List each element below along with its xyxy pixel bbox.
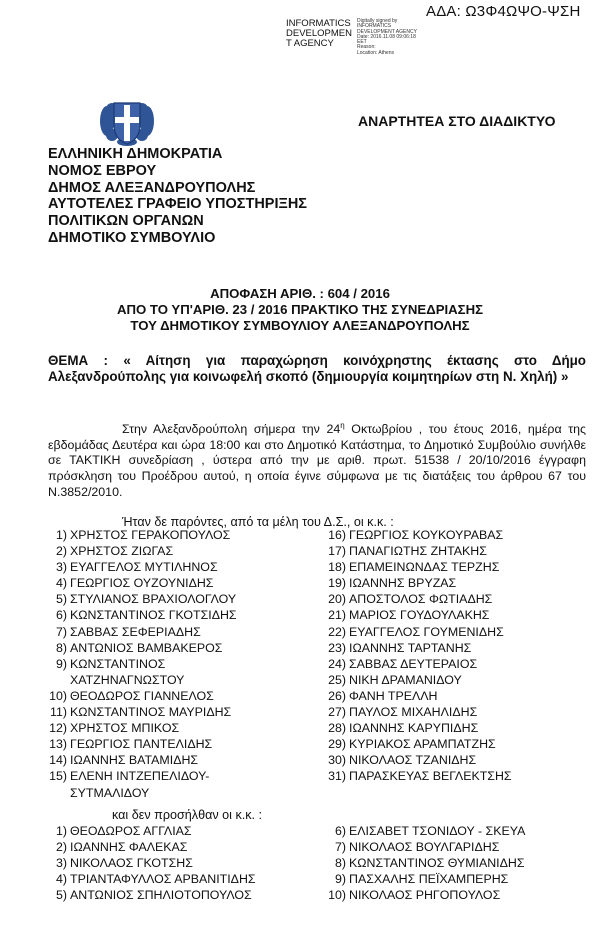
member-name: ΣΑΒΒΑΣ ΣΕΦΕΡΙΑΔΗΣ (70, 624, 201, 639)
member-name: ΙΩΑΝΝΗΣ ΒΑΤΑΜΙΔΗΣ (70, 753, 199, 768)
list-item (326, 855, 525, 871)
member-name: ΑΠΟΣΤΟΛΟΣ ΦΩΤΙΑΔΗΣ (349, 592, 493, 607)
item-number: 5) (55, 888, 67, 903)
member-name: ΓΕΩΡΓΙΟΣ ΠΑΝΤΕΛΙΔΗΣ (70, 737, 213, 752)
item-number: 9) (55, 656, 67, 671)
member-name: ΝΙΚΟΛΑΟΣ ΒΟΥΛΓΑΡΙΔΗΣ (349, 840, 500, 855)
item-number: 14) (49, 753, 67, 768)
item-number: 1) (55, 528, 67, 542)
member-name: ΕΥΑΓΓΕΛΟΣ ΜΥΤΙΛΗΝΟΣ (70, 560, 218, 575)
list-item (47, 688, 297, 704)
item-number: 25) (328, 672, 346, 687)
list-item (47, 656, 297, 672)
member-name: ΤΡΙΑΝΤΑΦΥΛΛΟΣ ΑΡΒΑΝΙΤΙΔΗΣ (70, 872, 256, 887)
item-number: 19) (328, 576, 346, 591)
item-number: 15) (49, 769, 67, 784)
member-name: ΑΝΤΩΝΙΟΣ ΒΑΜΒΑΚΕΡΟΣ (70, 640, 223, 655)
member-name: ΝΙΚΟΛΑΟΣ ΓΚΟΤΣΗΣ (70, 856, 193, 871)
item-number: 10) (49, 688, 67, 703)
header-line: ΑΥΤΟΤΕΛΕΣ ΓΡΑΦΕΙΟ ΥΠΟΣΤΗΡΙΞΗΣ (48, 196, 307, 213)
item-number (47, 785, 70, 801)
list-item (326, 591, 586, 607)
member-name: ΝΙΚΗ ΔΡΑΜΑΝΙΔΟΥ (349, 672, 462, 687)
meeting-body (48, 418, 586, 500)
list-item (326, 559, 586, 575)
member-name: ΙΩΑΝΝΗΣ ΒΡΥΖΑΣ (349, 576, 457, 591)
list-item (326, 823, 525, 839)
list-item (47, 839, 256, 855)
member-name: ΧΡΗΣΤΟΣ ΓΕΡΑΚΟΠΟΥΛΟΣ (70, 528, 231, 542)
list-item (47, 736, 297, 752)
signature-detail: Digitally signed by (357, 18, 398, 24)
list-item (326, 704, 586, 720)
item-number: 24) (328, 656, 346, 671)
member-name: ΕΥΑΓΓΕΛΟΣ ΓΟΥΜΕΝΙΔΗΣ (349, 624, 504, 639)
member-name: ΘΕΟΔΩΡΟΣ ΓΙΑΝΝΕΛΟΣ (70, 688, 214, 703)
header-line: ΠΟΛΙΤΙΚΩΝ ΟΡΓΑΝΩΝ (48, 213, 204, 230)
item-number: 12) (49, 721, 67, 736)
member-name: ΠΑΣΧΑΛΗΣ ΠΕΪΧΑΜΠΕΡΗΣ (349, 872, 509, 887)
list-item (47, 768, 297, 784)
item-number: 7) (55, 624, 67, 639)
council-name: ΤΟΥ ΔΗΜΟΤΙΚΟΥ ΣΥΜΒΟΥΛΙΟΥ ΑΛΕΞΑΝΔΡΟΥΠΟΛΗΣ (130, 318, 470, 333)
member-name: ΝΙΚΟΛΑΟΣ ΤΖΑΝΙΔΗΣ (349, 753, 477, 768)
item-number: 29) (328, 737, 346, 752)
member-name: ΕΠΑΜΕΙΝΩΝΔΑΣ ΤΕΡΖΗΣ (349, 560, 500, 575)
ordinal-superscript: η (340, 421, 345, 430)
member-name: ΕΛΙΣΑΒΕΤ ΤΣΟΝΙΔΟΥ - ΣΚΕΥΑ (349, 824, 526, 838)
greek-coat-of-arms-icon (98, 95, 156, 147)
item-number: 26) (328, 688, 346, 703)
header-line: ΕΛΛΗΝΙΚΗ ΔΗΜΟΚΡΑΤΙΑ (48, 146, 223, 162)
absent-list-right (326, 823, 525, 903)
member-name: ΙΩΑΝΝΗΣ ΚΑΡΥΠΙΔΗΣ (349, 721, 479, 736)
list-item (326, 736, 586, 752)
list-item (47, 527, 297, 543)
list-item (47, 704, 297, 720)
list-item (47, 887, 256, 903)
item-number: 7) (334, 840, 346, 855)
member-name: ΚΩΝΣΤΑΝΤΙΝΟΣ ΓΚΟΤΣΙΔΗΣ (70, 608, 237, 623)
item-number: 3) (55, 560, 67, 575)
header-line: ΝΟΜΟΣ ΕΒΡΟΥ (48, 162, 157, 179)
member-name: ΧΑΤΖΗΝΑΓΝΩΣΤΟΥ (70, 672, 185, 687)
decision-number: ΑΠΟΦΑΣΗ ΑΡΙΘ. : 604 / 2016 (210, 286, 390, 301)
minutes-reference: ΑΠΟ ΤΟ ΥΠ'ΑΡΙΘ. 23 / 2016 ΠΡΑΚΤΙΚΟ ΤΗΣ ΣΥΝΕΔΡΙΑΣΗΣ (116, 302, 484, 317)
item-number: 8) (334, 856, 346, 871)
member-name: ΓΕΩΡΓΙΟΣ ΚΟΥΚΟΥΡΑΒΑΣ (349, 528, 504, 542)
list-item (326, 768, 586, 784)
item-number: 31) (328, 769, 346, 784)
list-item (326, 887, 525, 903)
signature-detail: Location: Athens (357, 49, 394, 56)
signature-detail: INFORMATICS (357, 23, 392, 30)
item-number: 9) (334, 872, 346, 887)
member-name: ΧΡΗΣΤΟΣ ΖΙΩΓΑΣ (70, 544, 174, 559)
member-name: ΠΑΝΑΓΙΩΤΗΣ ΖΗΤΑΚΗΣ (349, 544, 487, 559)
member-name: ΙΩΑΝΝΗΣ ΦΑΛΕΚΑΣ (70, 840, 188, 855)
list-item (47, 720, 297, 736)
member-name: ΣΤΥΛΙΑΝΟΣ ΒΡΑΧΙΟΛΟΓΛΟΥ (70, 592, 237, 607)
member-name: ΠΑΡΑΣΚΕΥΑΣ ΒΕΓΛΕΚΤΣΗΣ (349, 769, 512, 784)
item-number: 1) (55, 824, 67, 838)
member-name: ΓΕΩΡΓΙΟΣ ΟΥΖΟΥΝΙΔΗΣ (70, 576, 214, 591)
absent-intro: και δεν προσήλθαν οι κ.κ. : (112, 808, 263, 822)
list-item (47, 559, 297, 575)
list-item (47, 823, 256, 839)
member-name: ΣΥΤΜΑΛΙΔΟΥ (70, 785, 150, 800)
list-item (326, 624, 586, 640)
item-number (47, 672, 70, 688)
item-number: 23) (328, 640, 346, 655)
header-line: ΔΗΜΟΤΙΚΟ ΣΥΜΒΟΥΛΙΟ (48, 229, 216, 246)
subject: ΘΕΜΑ : « Αίτηση για παραχώρηση κοινόχρηστης έκτασης στο Δήμο Αλεξανδρούπολης για κοινωφελή σκοπό (δημιουργία κοιμητηρίων στη Ν. Χηλή) » (48, 353, 586, 384)
member-name: ΙΩΑΝΝΗΣ ΤΑΡΤΑΝΗΣ (349, 640, 472, 655)
header-line: ΔΗΜΟΣ ΑΛΕΞΑΝΔΡΟΥΠΟΛΗΣ (48, 179, 256, 196)
member-name: ΚΩΝΣΤΑΝΤΙΝΟΣ ΜΑΥΡΙΔΗΣ (70, 705, 232, 720)
item-number: 4) (55, 576, 67, 591)
present-list-left (47, 527, 297, 801)
item-number: 3) (55, 856, 67, 871)
list-item (326, 871, 525, 887)
member-name: ΦΑΝΗ ΤΡΕΛΛΗ (349, 688, 438, 703)
item-number: 20) (328, 592, 346, 607)
list-item (326, 543, 586, 559)
item-number: 18) (328, 560, 346, 575)
authority-header (48, 146, 307, 247)
member-name: ΑΝΤΩΝΙΟΣ ΣΠΗΛΙΟΤΟΠΟΥΛΟΣ (70, 888, 252, 903)
item-number: 11) (50, 705, 67, 720)
present-intro: Ήταν δε παρόντες, από τα μέλη του Δ.Σ., οι κ.κ. : (122, 515, 394, 529)
list-item (47, 591, 297, 607)
list-item (47, 752, 297, 768)
body-text: Στην Αλεξανδρούπολη σήμερα την 24 (122, 422, 341, 437)
item-number: 16) (328, 528, 346, 542)
list-item (47, 855, 256, 871)
member-name: ΘΕΟΔΩΡΟΣ ΑΓΓΛΙΑΣ (70, 824, 192, 838)
list-item (326, 640, 586, 656)
body-text: Οκτωβρίου , του έτους 2016, ημέρα της εβδομάδας Δευτέρα και ώρα 18:00 και στο Δημοτικό Κατάστημα, το Δημοτικό Συμβούλιο συνήλθε σε ΤΑΚΤΙΚΗ συνεδρίαση , ύστερα από την με αριθ. πρωτ. 51538 / 20/10/2016 έγγραφη πρόσκληση του Προέδρου αυτού, η οποία έγινε σύμφωνα με τις διατάξεις του άρθρου 67 του Ν.3852/2010. (48, 422, 586, 499)
list-item (47, 624, 297, 640)
signature-detail: Reason: (357, 44, 376, 51)
list-item (47, 672, 297, 688)
member-name: ΝΙΚΟΛΑΟΣ ΡΗΓΟΠΟΥΛΟΣ (349, 888, 501, 903)
item-number: 6) (334, 824, 346, 838)
list-item (47, 640, 297, 656)
list-item (326, 720, 586, 736)
item-number: 6) (55, 608, 67, 623)
posting-note: ΑΝΑΡΤΗΤΕΑ ΣΤΟ ΔΙΑΔΙΚΤΥΟ (358, 113, 556, 129)
member-name: ΠΑΥΛΟΣ ΜΙΧΑΗΛΙΔΗΣ (349, 705, 478, 720)
list-item (326, 672, 586, 688)
item-number: 30) (328, 753, 346, 768)
list-item (47, 871, 256, 887)
list-item (326, 752, 586, 768)
member-name: ΣΑΒΒΑΣ ΔΕΥΤΕΡΑΙΟΣ (349, 656, 478, 671)
item-number: 2) (55, 544, 67, 559)
list-item (326, 839, 525, 855)
list-item (47, 785, 297, 801)
list-item (47, 607, 297, 623)
signature-detail: DEVELOPMENT AGENCY (357, 28, 417, 35)
item-number: 17) (328, 544, 346, 559)
member-name: ΕΛΕΝΗ ΙΝΤΖΕΠΕΛΙΔΟΥ- (70, 769, 210, 784)
item-number: 21) (328, 608, 346, 623)
list-item (47, 543, 297, 559)
item-number: 8) (55, 640, 67, 655)
signature-org: INFORMATICS DEVELOPMEN T AGENCY (286, 18, 352, 49)
list-item (326, 688, 586, 704)
item-number: 13) (49, 737, 67, 752)
item-number: 4) (55, 872, 67, 887)
absent-list-left (47, 823, 256, 903)
item-number: 5) (55, 592, 67, 607)
signature-detail: Date: 2016.11.08 09:06:18 (357, 33, 416, 40)
present-list-right (326, 527, 586, 785)
member-name: ΜΑΡΙΟΣ ΓΟΥΔΟΥΛΑΚΗΣ (349, 608, 490, 623)
member-name: ΚΩΝΣΤΑΝΤΙΝΟΣ (70, 656, 166, 671)
list-item (326, 575, 586, 591)
item-number: 27) (328, 705, 346, 720)
item-number: 22) (328, 624, 346, 639)
item-number: 28) (328, 721, 346, 736)
signature-details (357, 19, 437, 56)
member-name: ΚΩΝΣΤΑΝΤΙΝΟΣ ΘΥΜΙΑΝΙΔΗΣ (349, 856, 525, 871)
member-name: ΧΡΗΣΤΟΣ ΜΠΙΚΟΣ (70, 721, 180, 736)
ada-code: ΑΔΑ: Ω3Φ4ΩΨΟ-ΨΣΗ (426, 3, 581, 20)
list-item (326, 607, 586, 623)
list-item (47, 575, 297, 591)
member-name: ΚΥΡΙΑΚΟΣ ΑΡΑΜΠΑΤΖΗΣ (349, 737, 496, 752)
item-number: 10) (328, 888, 346, 903)
item-number: 2) (55, 840, 67, 855)
list-item (326, 656, 586, 672)
list-item (326, 527, 586, 543)
signature-detail: EET (357, 39, 367, 46)
